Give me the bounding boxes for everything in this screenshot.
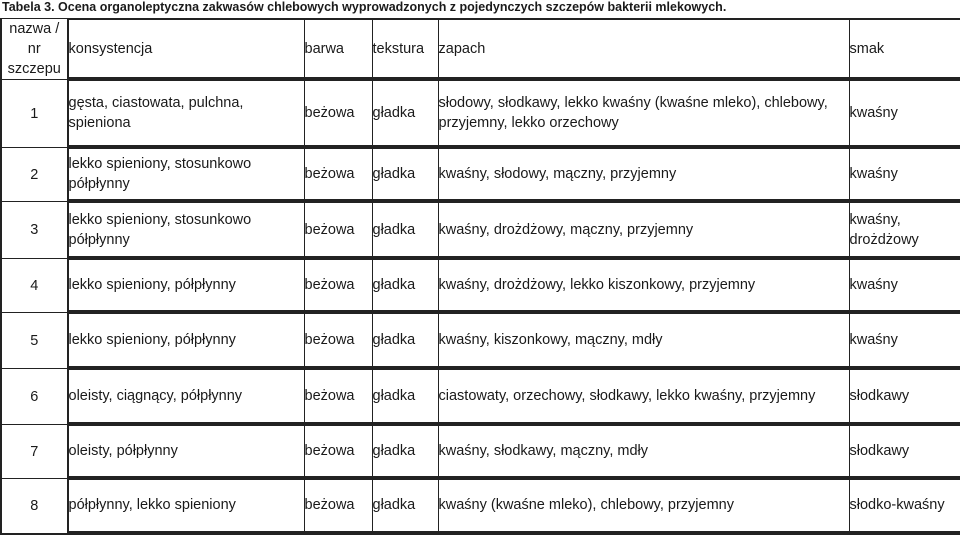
barwa-cell: beżowa [304,149,372,201]
barwa-cell: beżowa [304,260,372,312]
tekstura-cell: gładka [372,203,438,258]
zapach-cell: słodowy, słodkawy, lekko kwaśny (kwaśne mleko), chlebowy, przyjemny, lekko orzechowy [438,81,849,147]
header-tekstura: tekstura [372,20,438,79]
konsystencja-cell: lekko spieniony, półpłynny [68,260,304,312]
table-caption: Tabela 3. Ocena organoleptyczna zakwasów chlebowych wyprowadzonych z pojedynczych szczepów bakterii mlekowych. [2,0,727,14]
table-row [1,425,960,479]
tekstura-cell: gładka [372,370,438,424]
strain-number: 8 [1,479,67,534]
organoleptic-table [0,18,960,535]
smak-cell: słodkawy [849,426,960,478]
table-row [1,313,960,369]
zapach-cell: kwaśny, słodkawy, mączny, mdły [438,426,849,478]
barwa-cell: beżowa [304,81,372,147]
smak-cell: kwaśny, drożdżowy [849,203,960,258]
table-row [1,80,960,148]
zapach-cell: kwaśny, kiszonkowy, mączny, mdły [438,314,849,368]
tekstura-cell: gładka [372,426,438,478]
zapach-cell: kwaśny, drożdżowy, lekko kiszonkowy, przyjemny [438,260,849,312]
header-barwa: barwa [304,20,372,79]
strain-number: 3 [1,202,67,259]
table-row [1,369,960,425]
smak-cell: kwaśny [849,314,960,368]
tekstura-cell: gładka [372,149,438,201]
strain-number: 5 [1,313,67,369]
konsystencja-cell: oleisty, ciągnący, półpłynny [68,370,304,424]
header-smak: smak [849,20,960,79]
strain-number: 1 [1,80,67,148]
smak-cell: słodkawy [849,370,960,424]
table-row [1,202,960,259]
zapach-cell: kwaśny, drożdżowy, mączny, przyjemny [438,203,849,258]
strain-number: 2 [1,148,67,202]
strain-number: 7 [1,425,67,479]
tekstura-cell: gładka [372,81,438,147]
header-strain-name: nazwa / nr szczepu [1,19,67,80]
smak-cell: kwaśny [849,260,960,312]
table-row [1,259,960,313]
table-row [1,148,960,202]
zapach-cell: kwaśny, słodowy, mączny, przyjemny [438,149,849,201]
zapach-cell: ciastowaty, orzechowy, słodkawy, lekko kwaśny, przyjemny [438,370,849,424]
tekstura-cell: gładka [372,480,438,532]
konsystencja-cell: gęsta, ciastowata, pulchna, spieniona [68,81,304,147]
header-konsystencja: konsystencja [68,20,304,79]
header-zapach: zapach [438,20,849,79]
strain-number: 4 [1,259,67,313]
smak-cell: kwaśny [849,81,960,147]
smak-cell: kwaśny [849,149,960,201]
strain-number: 6 [1,369,67,425]
konsystencja-cell: lekko spieniony, stosunkowo półpłynny [68,203,304,258]
konsystencja-cell: oleisty, półpłynny [68,426,304,478]
konsystencja-cell: lekko spieniony, stosunkowo półpłynny [68,149,304,201]
konsystencja-cell: lekko spieniony, półpłynny [68,314,304,368]
table-row [1,479,960,534]
barwa-cell: beżowa [304,203,372,258]
barwa-cell: beżowa [304,480,372,532]
tekstura-cell: gładka [372,260,438,312]
konsystencja-cell: półpłynny, lekko spieniony [68,480,304,532]
barwa-cell: beżowa [304,370,372,424]
barwa-cell: beżowa [304,426,372,478]
tekstura-cell: gładka [372,314,438,368]
header-row [1,19,960,80]
zapach-cell: kwaśny (kwaśne mleko), chlebowy, przyjemny [438,480,849,532]
smak-cell: słodko-kwaśny [849,480,960,532]
barwa-cell: beżowa [304,314,372,368]
